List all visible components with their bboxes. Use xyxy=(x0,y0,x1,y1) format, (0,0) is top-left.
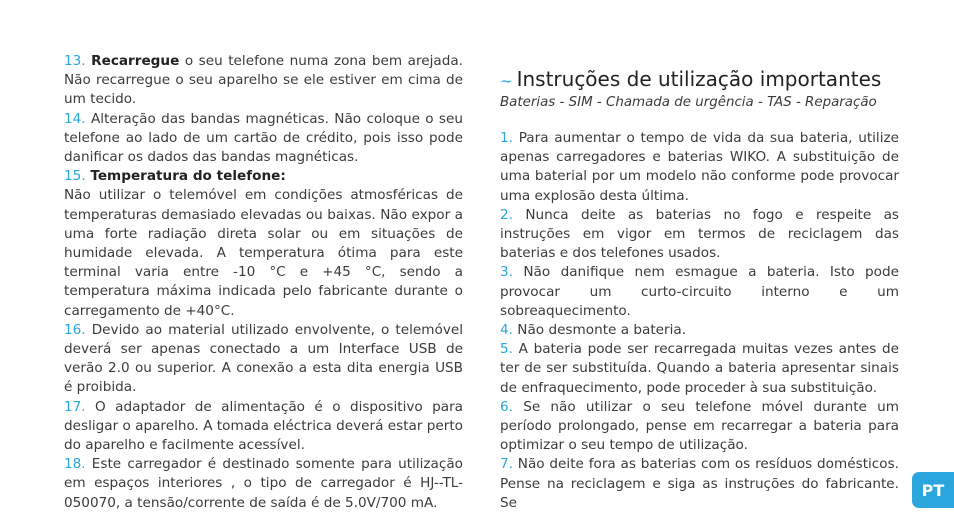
item-text: Não danifique nem esmague a bateria. Isto pode provocar um curto-circuito interno e um sobreaquecimento. xyxy=(500,264,899,319)
paragraph-15-body xyxy=(64,186,463,320)
item-text: Devido ao material utilizado envolvente, o telemóvel deverá ser apenas conectado a um Interface USB de verão 2.0 ou superior. A conexão a esta dita energia USB é proibida. xyxy=(64,321,463,396)
item-text: Não desmonte a bateria. xyxy=(512,322,687,339)
item-text: Nunca deite as baterias no fogo e respeite as instruções em vigor em termos de reciclagem das baterias e dos telefones usados. xyxy=(500,206,899,262)
item-number: 14. xyxy=(64,110,86,127)
section-subtitle: Baterias - SIM - Chamada de urgência - TAS - Reparação xyxy=(500,95,877,110)
item-text: Este carregador é destinado somente para utilização em espaços interiores , o tipo de carregador é HJ--TL-050070, a tensão/corrente de saída é de 5.0V/700 mA. xyxy=(64,456,463,511)
item-heading: Temperatura do telefone: xyxy=(85,168,286,185)
right-column xyxy=(500,129,899,513)
item-number: 17. xyxy=(64,398,86,415)
paragraph-2 xyxy=(500,206,899,264)
section-title-text: Instruções de utilização importantes xyxy=(516,67,882,91)
item-number: 15. xyxy=(64,168,86,185)
paragraph-13 xyxy=(64,52,463,110)
paragraph-4 xyxy=(500,321,899,340)
paragraph-1 xyxy=(500,129,899,206)
item-text: Não deite fora as baterias com os resíduos domésticos. Pense na reciclagem e siga as instruções do fabricante. Se xyxy=(500,456,899,511)
item-text: A bateria pode ser recarregada muitas vezes antes de ter de ser substituída. Quando a bateria apresentar sinais de enfraquecimento, pode proceder à sua substituição. xyxy=(500,341,899,396)
item-number: 6. xyxy=(500,398,513,415)
paragraph-6 xyxy=(500,398,899,456)
paragraph-14 xyxy=(64,110,463,168)
item-text: Alteração das bandas magnéticas. Não coloque o seu telefone ao lado de um cartão de crédito, pois isso pode danificar os dados das bandas magnéticas. xyxy=(64,110,463,166)
tilde-icon: ~ xyxy=(500,72,513,90)
item-number: 18. xyxy=(64,456,86,473)
item-number: 16. xyxy=(64,321,86,338)
paragraph-3 xyxy=(500,263,899,321)
paragraph-7 xyxy=(500,455,899,513)
item-number: 2. xyxy=(500,206,513,223)
language-badge: PT xyxy=(912,472,954,508)
paragraph-15 xyxy=(64,167,463,186)
paragraph-5 xyxy=(500,340,899,398)
left-column xyxy=(64,52,463,513)
item-number: 4. xyxy=(500,322,513,339)
item-number: 1. xyxy=(500,130,513,146)
item-text: Se não utilizar o seu telefone móvel durante um período prolongado, pense em recarregar a bateria para optimizar o seu tempo de utilização. xyxy=(500,398,899,454)
item-text: o seu telefone numa zona bem arejada. Não recarregue o seu aparelho se ele estiver em cima de um tecido. xyxy=(64,53,463,108)
item-text: Não utilizar o telemóvel em condições atmosféricas de temperaturas demasiado elevadas ou baixas. Não expor a uma forte radiação direta solar ou em situações de humidade elevada. A temperatura ótima para este terminal varia entre -10 °C e +45 °C, sendo a temperatura máxima indicada pelo fabricante durante o carregamento de +40°C. xyxy=(64,187,463,319)
item-text: Para aumentar o tempo de vida da sua bateria, utilize apenas carregadores e baterias WIKO. A substituição de uma baterial por um modelo não conforme pode provocar uma explosão desta última. xyxy=(500,130,899,204)
item-number: 7. xyxy=(500,456,513,473)
paragraph-18 xyxy=(64,455,463,513)
item-number: 5. xyxy=(500,341,513,358)
paragraph-17 xyxy=(64,398,463,456)
item-text: O adaptador de alimentação é o dispositivo para desligar o aparelho. A tomada eléctrica deverá estar perto do aparelho e facilmente acessível. xyxy=(64,398,463,454)
section-title xyxy=(500,66,920,94)
paragraph-16 xyxy=(64,321,463,398)
section-header xyxy=(500,66,920,111)
item-number: 13. xyxy=(64,53,86,69)
item-number: 3. xyxy=(500,264,513,281)
item-heading: Recarregue xyxy=(91,53,180,69)
